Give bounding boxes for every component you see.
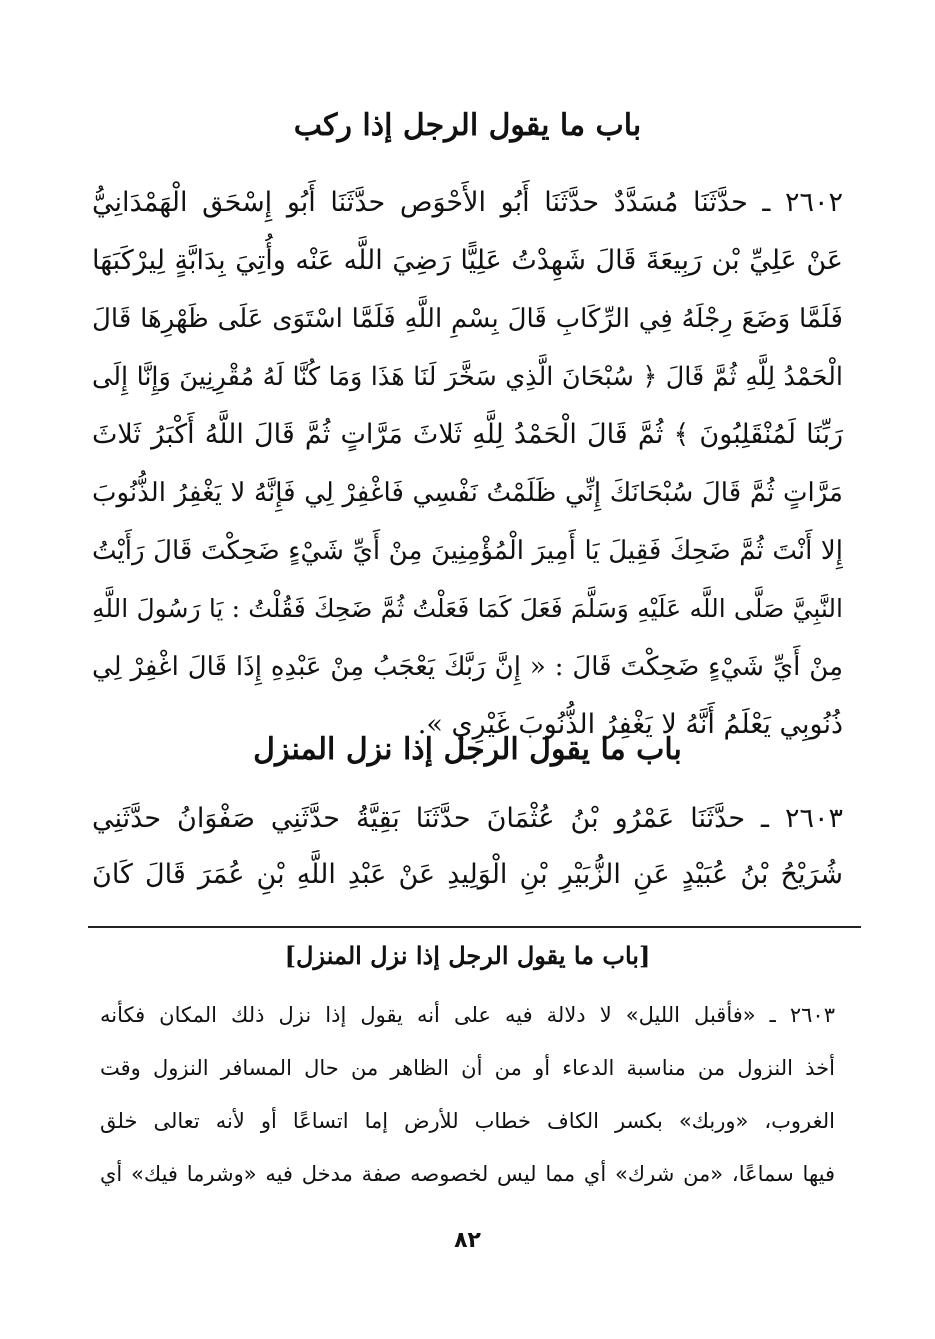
text-line: شُرَيْحُ بْنُ عُبَيْدٍ عَنِ الزُّبَيْرِ بْنِ الْوَلِيدِ عَنْ عَبْدِ اللَّهِ بْنِ عُمَرَ قَالَ كَانَ [92,859,843,890]
footnote-line: فيها سماعًا، «من شرك» أي مما ليس لخصوصه صفة مدخل فيه «وشرما فيك» أي [100,1162,835,1186]
text-line: النَّبِيَّ صَلَّى اللَّه عَلَيْهِ وَسَلَّمَ فَعَلَ كَمَا فَعَلْتُ ثُمَّ ضَحِكَ فَقُلْتُ : يَا رَسُولَ اللَّهِ [92,594,843,623]
text-line: ٢٦٠٣ ـ حدَّثَنَا عَمْرُو بْنُ عُثْمَانَ حدَّثَنَا بَقِيَّةُ حدَّثَنِي صَفْوَانُ حدَّثَنِي [92,803,843,834]
footnote-divider [88,926,861,928]
text-line-last: ذُنُوبِي يَعْلَمُ أَنَّهُ لا يَغْفِرُ الذُّنُوبَ غَيْرِي ». [417,709,843,740]
footnote-line: ٢٦٠٣ ـ «فأقبل الليل» لا دلالة فيه على أنه يقول إذا نزل ذلك المكان فكأنه [100,1003,835,1027]
text-line: ٢٦٠٢ ـ حدَّثَنَا مُسَدَّدٌ حدَّثَنَا أَبُو الأَحْوَص حدَّثَنَا أَبُو إِسْحَق الْهَمْدَانِيُّ [92,187,843,218]
text-line: مَرَّاتٍ ثُمَّ قَالَ سُبْحَانَكَ إِنِّي ظَلَمْتُ نَفْسِي فَاغْفِرْ لِي فَإِنَّهُ لا يَغْفِرُ الذُّنُوبَ [92,478,843,508]
chapter-2-title: باب ما يقول الرجل إذا نزل المنزل [253,732,682,767]
text-line: مِنْ أَيِّ شَيْءٍ ضَحِكْتَ قَالَ : « إِنَّ رَبَّكَ يَعْجَبُ مِنْ عَبْدِهِ إِذَا قَالَ اغْفِرْ لِي [92,652,843,682]
text-line: الْحَمْدُ لِلَّهِ ثُمَّ قَالَ ﴿ سُبْحَانَ الَّذِي سَخَّرَ لَنَا هَذَا وَمَا كُنَّا لَهُ مُقْرِنِينَ وَإِنَّا إِلَى [92,362,843,392]
footnote-line: أخذ النزول من مناسبة الدعاء أو من أن الظاهر من حال المسافر النزول وقت [100,1056,835,1080]
footnote-heading: [باب ما يقول الرجل إذا نزل المنزل] [284,941,651,970]
chapter-1-title: باب ما يقول الرجل إذا ركب [293,108,642,143]
text-line: رَبِّنَا لَمُنْقَلِبُونَ ﴾ ثُمَّ قَالَ الْحَمْدُ لِلَّهِ ثَلاثَ مَرَّاتٍ ثُمَّ قَالَ اللَّهُ أَكْبَرُ ثَلاثَ [92,419,843,450]
footnote-line: الغروب، «وربك» بكسر الكاف خطاب للأرض إما اتساعًا أو لأنه تعالى خلق [100,1109,835,1133]
text-line: فَلَمَّا وَضَعَ رِجْلَهُ فِي الرِّكَابِ قَالَ بِسْمِ اللَّهِ فَلَمَّا اسْتَوَى عَلَى ظَهْرِهَا قَالَ [92,304,843,334]
page-number: ٨٢ [454,1228,481,1253]
text-line: عَنْ عَلِيِّ بْن رَبِيعَةَ قَالَ شَهِدْتُ عَلِيًّا رَضِيَ اللَّه عَنْه وأُتِيَ بِدَابَّةٍ لِيرْكَبَهَا [92,245,843,276]
text-line: إِلا أَنْتَ ثُمَّ ضَحِكَ فَقِيلَ يَا أَمِيرَ الْمُؤْمِنِينَ مِنْ أَيِّ شَيْءٍ ضَحِكْتَ قَالَ رَأَيْتُ [92,536,843,566]
